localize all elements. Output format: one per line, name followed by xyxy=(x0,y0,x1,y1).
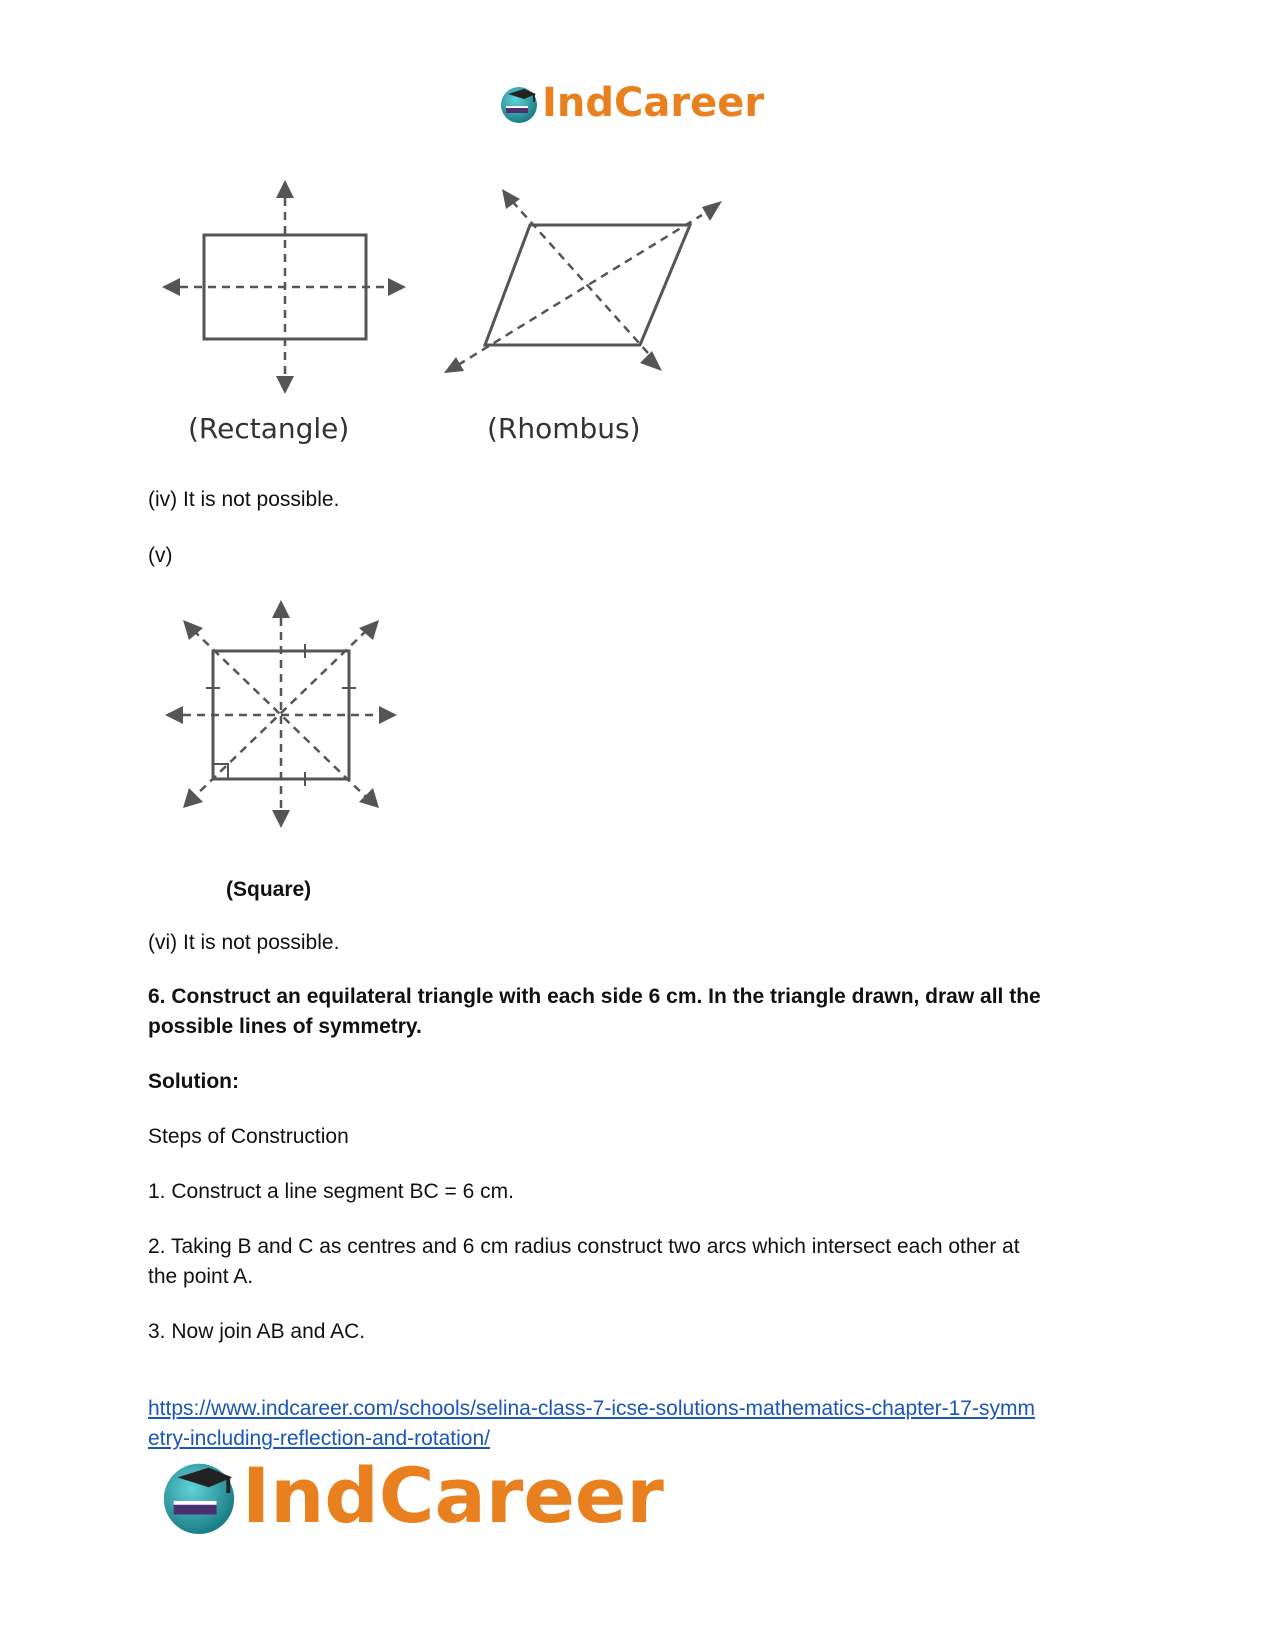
step-2-line-1: 2. Taking B and C as centres and 6 cm radius construct two arcs which intersect each other at xyxy=(148,1235,1020,1258)
diagonal-symmetry-line-2 xyxy=(458,215,702,365)
arrow-up-icon xyxy=(272,600,290,618)
answer-iv: (iv) It is not possible. xyxy=(148,488,340,511)
arrow-downleft-icon xyxy=(444,357,464,373)
arrow-right-icon xyxy=(388,278,406,296)
square-caption: (Square) xyxy=(226,878,312,901)
arrow-left-icon xyxy=(165,706,183,724)
footer-logo-globe-icon xyxy=(158,1454,240,1536)
footer-logo-text: IndCareer xyxy=(242,1450,664,1540)
arrow-right-icon xyxy=(379,706,397,724)
arrow-upleft-icon xyxy=(183,620,203,640)
rhombus-figure xyxy=(440,185,730,385)
source-link[interactable] xyxy=(148,1394,1148,1454)
footer-logo xyxy=(158,1450,664,1540)
question-6-line-2: possible lines of symmetry. xyxy=(148,1015,422,1038)
step-2-line-2: the point A. xyxy=(148,1265,254,1288)
arrow-upright-icon xyxy=(359,620,379,640)
answer-v: (v) xyxy=(148,544,173,567)
arrow-up-icon xyxy=(276,180,294,198)
source-link-line-1[interactable]: https://www.indcareer.com/schools/selina-class-7-icse-solutions-mathematics-chapter-17-symm xyxy=(148,1397,1035,1420)
arrow-down-icon xyxy=(276,376,294,394)
source-link-line-2[interactable]: etry-including-reflection-and-rotation/ xyxy=(148,1427,490,1450)
question-6-line-1: 6. Construct an equilateral triangle with each side 6 cm. In the triangle drawn, draw all the xyxy=(148,985,1041,1008)
rectangle-figure xyxy=(160,180,410,400)
steps-heading: Steps of Construction xyxy=(148,1125,349,1148)
header-logo-text: IndCareer xyxy=(542,80,765,126)
arrow-downright-icon xyxy=(640,351,662,371)
answer-vi: (vi) It is not possible. xyxy=(148,931,340,954)
rectangle-caption: (Rectangle) xyxy=(188,412,350,445)
header-logo xyxy=(498,78,764,128)
arrow-down-icon xyxy=(272,810,290,828)
arrow-downright-icon xyxy=(359,788,379,808)
step-3: 3. Now join AB and AC. xyxy=(148,1320,366,1343)
square-figure xyxy=(165,600,405,830)
rhombus-caption: (Rhombus) xyxy=(487,412,641,445)
arrow-left-icon xyxy=(162,278,180,296)
arrow-upright-icon xyxy=(702,201,722,221)
logo-globe-icon xyxy=(498,82,540,124)
step-1: 1. Construct a line segment BC = 6 cm. xyxy=(148,1180,514,1203)
solution-label: Solution: xyxy=(148,1070,239,1093)
